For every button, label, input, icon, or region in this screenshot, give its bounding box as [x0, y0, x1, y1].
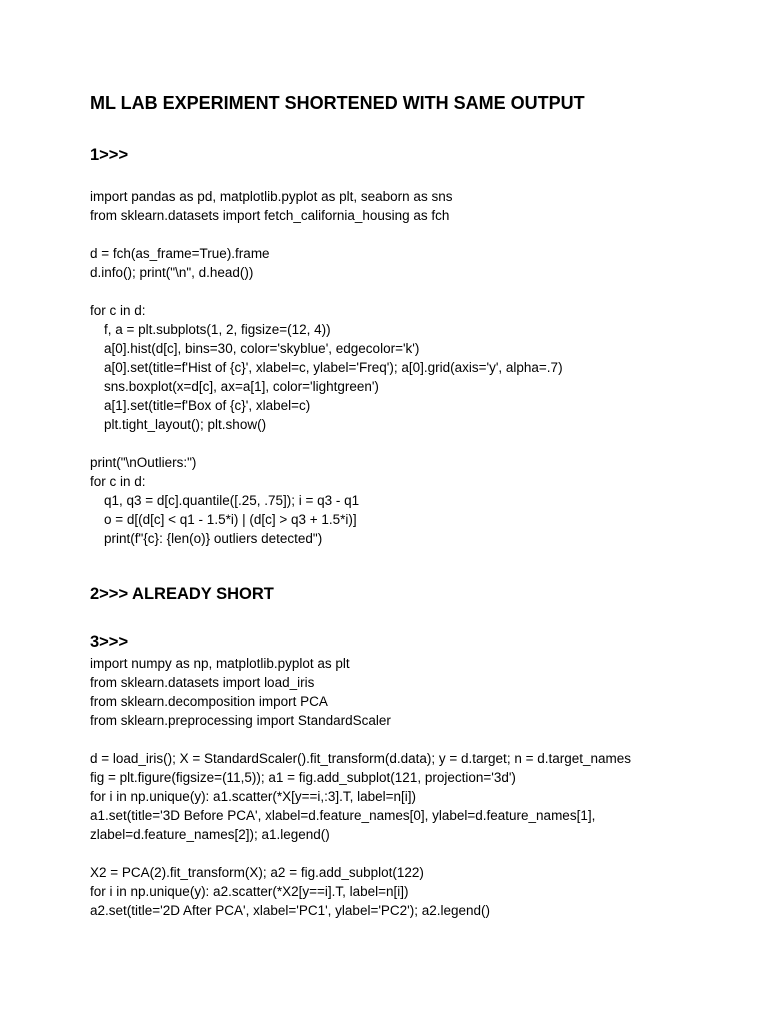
code-line: a[0].set(title=f'Hist of {c}', xlabel=c, ylabel='Freq'); a[0].grid(axis='y', alpha=.7) [104, 360, 563, 375]
code-line: for i in np.unique(y): a1.scatter(*X[y==i,:3].T, label=n[i]) [90, 789, 417, 804]
code-line: q1, q3 = d[c].quantile([.25, .75]); i = q3 - q1 [104, 493, 360, 508]
blank-line [90, 434, 563, 453]
code-line: print(f"{c}: {len(o)} outliers detected") [104, 531, 323, 546]
code-line: a1.set(title='3D Before PCA', xlabel=d.feature_names[0], ylabel=d.feature_names[1], [90, 808, 596, 823]
code-line: for i in np.unique(y): a2.scatter(*X2[y==i].T, label=n[i]) [90, 884, 409, 899]
code-line: d = load_iris(); X = StandardScaler().fit_transform(d.data); y = d.target; n = d.target_names [90, 751, 632, 766]
code-line: fig = plt.figure(figsize=(11,5)); a1 = fig.add_subplot(121, projection='3d') [90, 770, 516, 785]
code-line: print("\nOutliers:") [90, 455, 197, 470]
blank-line [90, 844, 631, 863]
section-1-code [90, 187, 563, 548]
code-line: d = fch(as_frame=True).frame [90, 246, 270, 261]
document-page [90, 0, 750, 1024]
code-line: from sklearn.datasets import fetch_california_housing as fch [90, 208, 450, 223]
code-line: a[0].hist(d[c], bins=30, color='skyblue', edgecolor='k') [104, 341, 420, 356]
section-3-code [90, 654, 631, 920]
blank-line [90, 730, 631, 749]
code-line: for c in d: [90, 474, 146, 489]
section-2-heading: 2>>> ALREADY SHORT [90, 585, 274, 603]
code-line: o = d[(d[c] < q1 - 1.5*i) | (d[c] > q3 + 1.5*i)] [104, 512, 357, 527]
code-line: from sklearn.datasets import load_iris [90, 675, 315, 690]
code-line: X2 = PCA(2).fit_transform(X); a2 = fig.add_subplot(122) [90, 865, 424, 880]
blank-line [90, 225, 563, 244]
code-line: import pandas as pd, matplotlib.pyplot as plt, seaborn as sns [90, 189, 453, 204]
code-line: sns.boxplot(x=d[c], ax=a[1], color='lightgreen') [104, 379, 379, 394]
code-line: zlabel=d.feature_names[2]); a1.legend() [90, 827, 330, 842]
document-title: ML LAB EXPERIMENT SHORTENED WITH SAME OUTPUT [90, 93, 585, 113]
code-line: a2.set(title='2D After PCA', xlabel='PC1', ylabel='PC2'); a2.legend() [90, 903, 491, 918]
code-line: from sklearn.decomposition import PCA [90, 694, 328, 709]
section-1-heading: 1>>> [90, 146, 129, 164]
code-line: d.info(); print("\n", d.head()) [90, 265, 254, 280]
code-line: a[1].set(title=f'Box of {c}', xlabel=c) [104, 398, 311, 413]
code-line: plt.tight_layout(); plt.show() [104, 417, 267, 432]
blank-line [90, 282, 563, 301]
code-line: for c in d: [90, 303, 146, 318]
code-line: from sklearn.preprocessing import StandardScaler [90, 713, 391, 728]
code-line: import numpy as np, matplotlib.pyplot as plt [90, 656, 350, 671]
section-3-heading: 3>>> [90, 633, 129, 651]
code-line: f, a = plt.subplots(1, 2, figsize=(12, 4)) [104, 322, 331, 337]
